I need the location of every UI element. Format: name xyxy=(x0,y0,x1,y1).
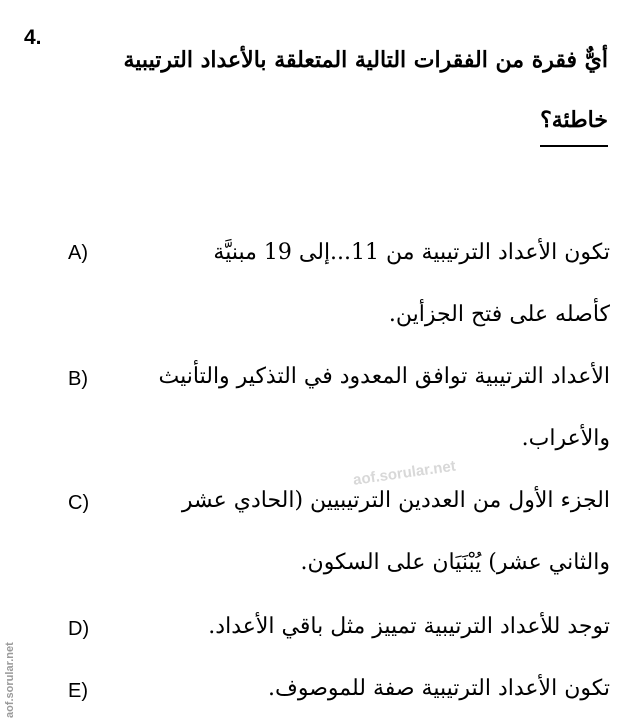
option-d-text[interactable] xyxy=(130,596,610,658)
option-c-text[interactable] xyxy=(110,470,610,594)
option-e-letter[interactable]: E) xyxy=(68,680,88,702)
option-b-text[interactable] xyxy=(110,346,610,470)
question-stem-line1: أيٌّ فقرة من الفقرات التالية المتعلقة بالأعداد الترتيبية xyxy=(123,47,608,73)
option-a-line1: تكون الأعداد الترتيبية من 11...إلى 19 مبنيَّة xyxy=(213,240,610,265)
option-d-line1: توجد للأعداد الترتيبية تمييز مثل باقي الأعداد. xyxy=(208,614,610,639)
side-watermark: aof.sorular.net xyxy=(4,642,16,718)
option-d-letter[interactable]: D) xyxy=(68,618,90,640)
question-number: 4. xyxy=(24,26,42,49)
option-a-line2: كأصله على فتح الجزأين. xyxy=(388,302,610,327)
question-stem xyxy=(48,30,608,150)
question-stem-line2: خاطئة؟ xyxy=(540,103,608,147)
option-b-letter[interactable]: B) xyxy=(68,368,88,390)
center-watermark: aof.sorular.net xyxy=(352,457,457,489)
option-a-text[interactable] xyxy=(110,222,610,346)
option-e-line1: تكون الأعداد الترتيبية صفة للموصوف. xyxy=(268,676,610,701)
option-e-text[interactable] xyxy=(130,658,610,720)
option-c-line2: والثاني عشر) يُبْنَيَان على السكون. xyxy=(300,550,610,575)
option-c-line1: الجزء الأول من العددين الترتيبيين (الحادي عشر xyxy=(181,488,610,513)
option-b-line2: والأعراب. xyxy=(521,426,610,451)
option-c-letter[interactable]: C) xyxy=(68,492,90,514)
option-b-line1: الأعداد الترتيبية توافق المعدود في التذكير والتأنيث xyxy=(158,364,610,389)
option-a-letter[interactable]: A) xyxy=(68,242,88,264)
